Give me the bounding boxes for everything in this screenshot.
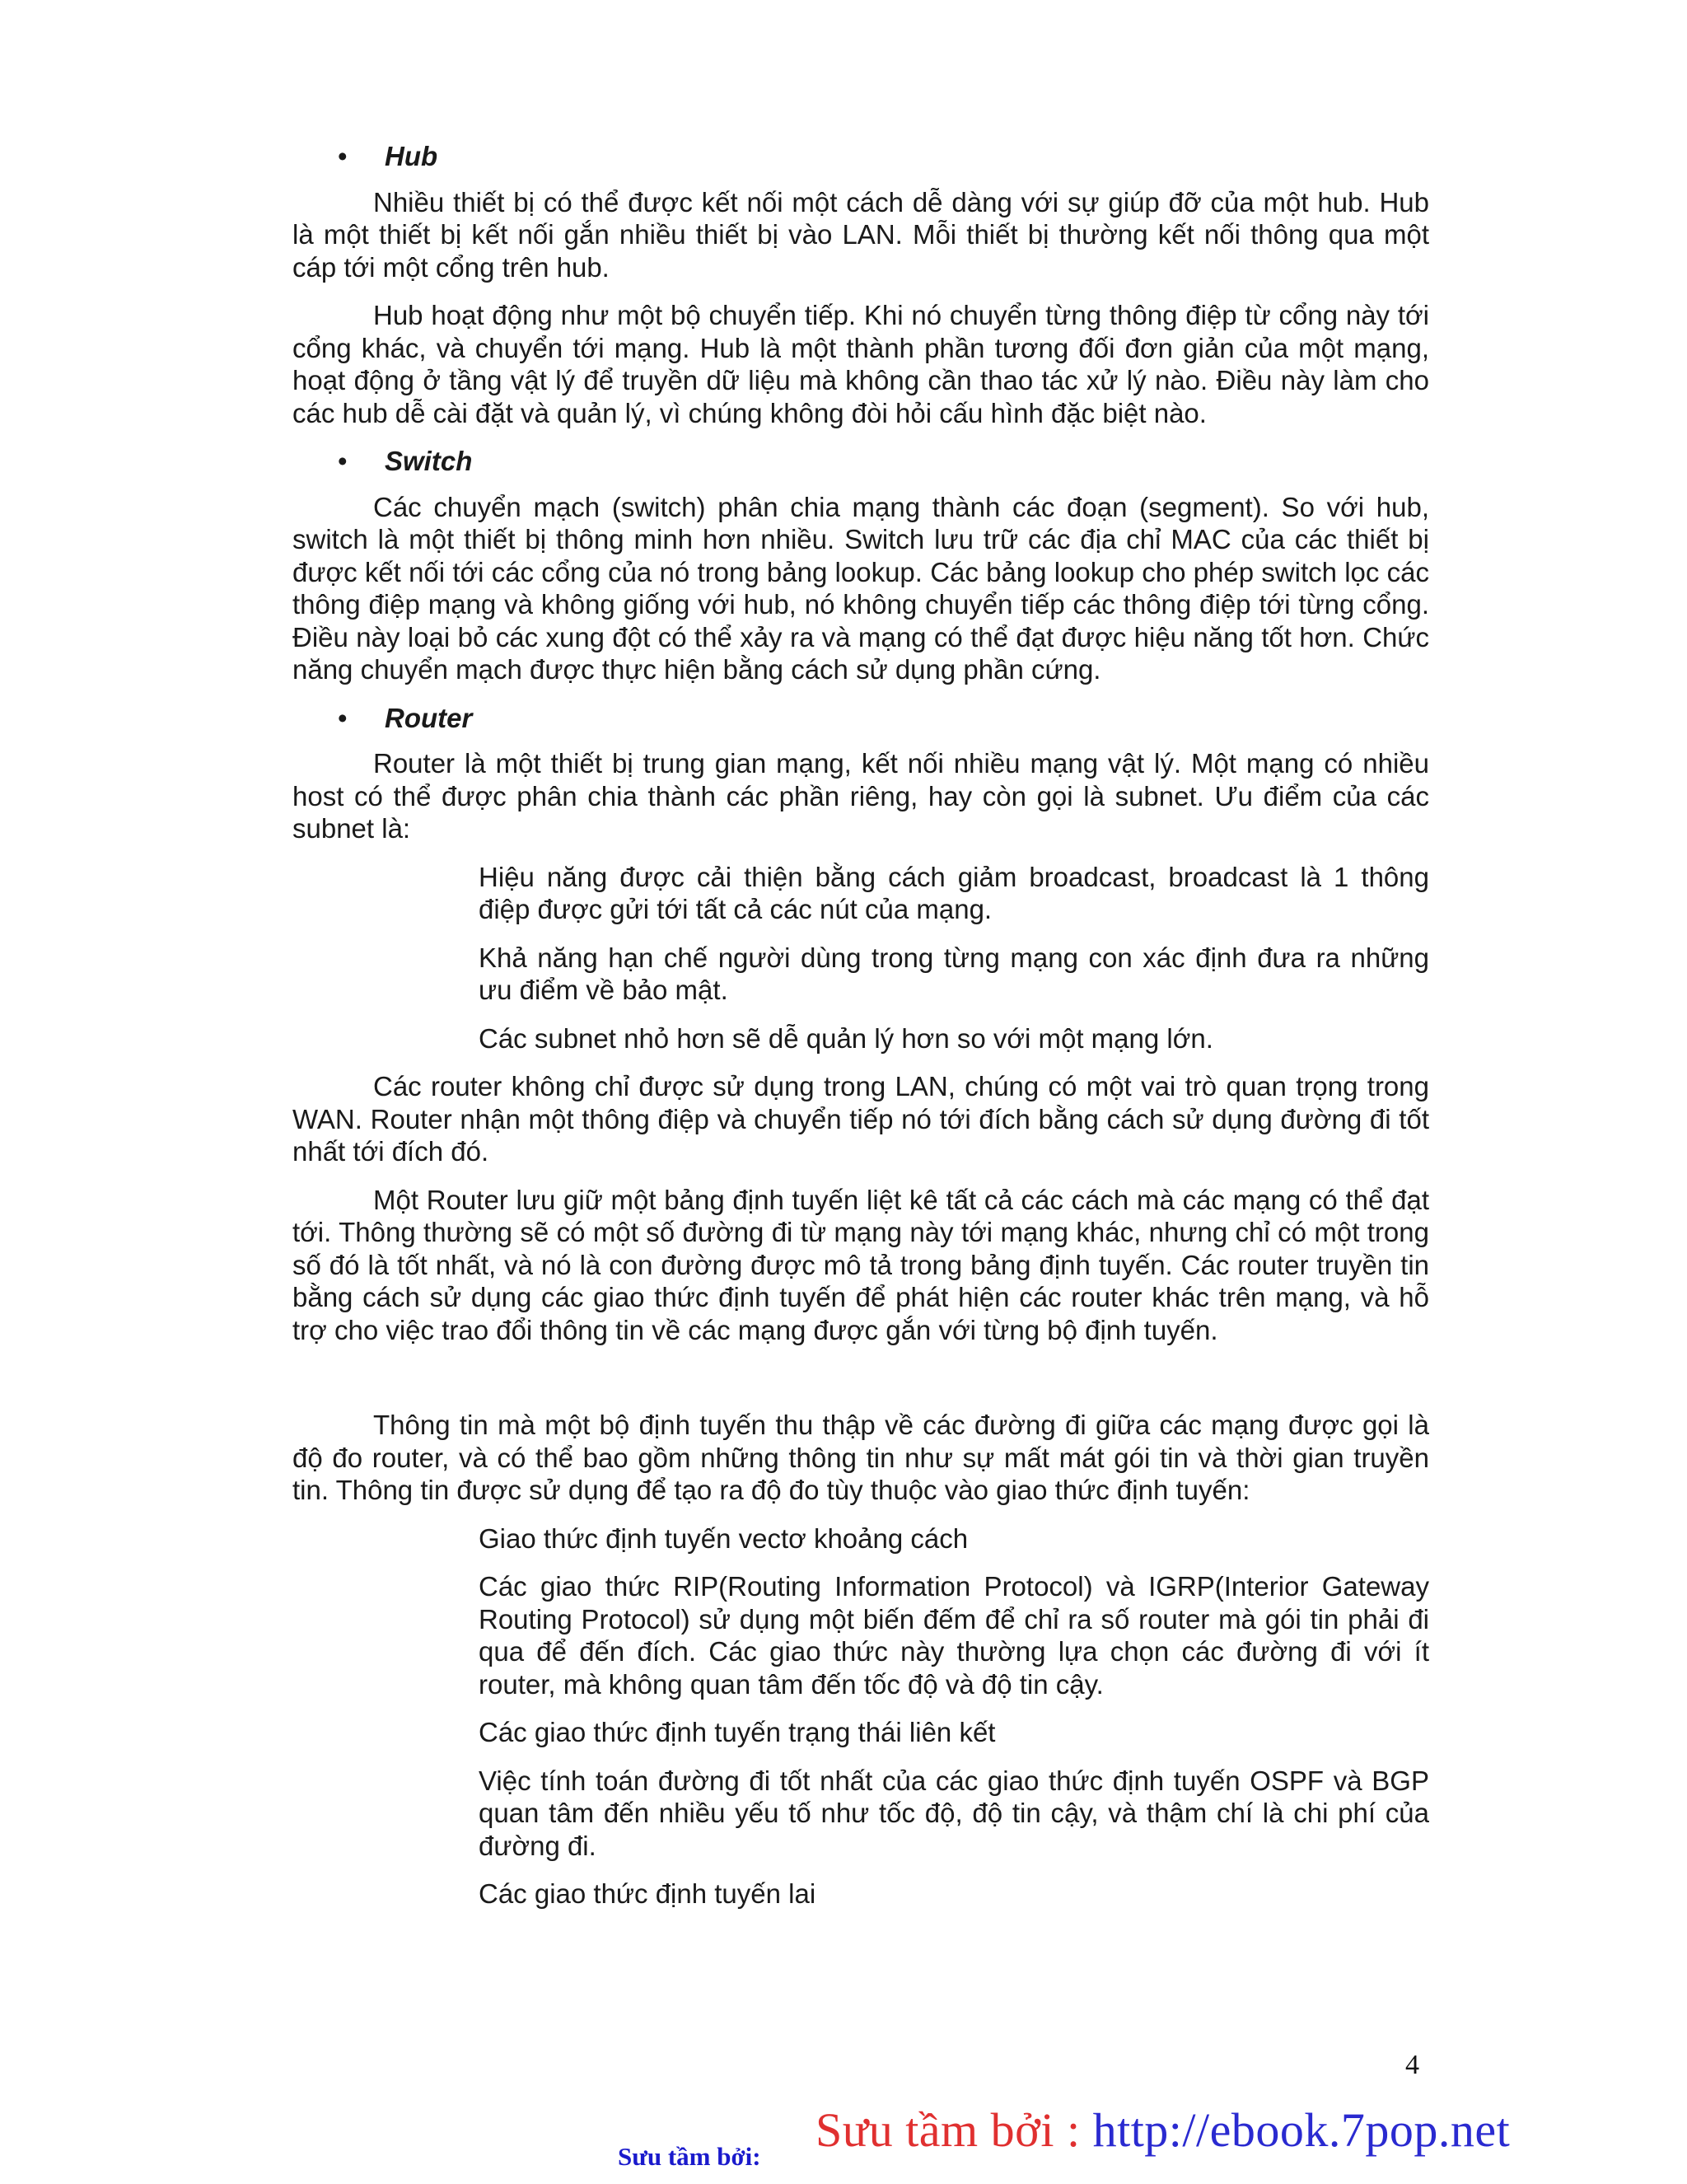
hub-paragraph-1: Nhiều thiết bị có thể được kết nối một cách dễ dàng với sự giúp đỡ của một hub. Hub là một thiết bị kết nối gắn nhiều thiết bị vào LAN. Mỗi thiết bị thường kết nối thông qua một cáp tới một cổng trên hub. bbox=[292, 186, 1429, 283]
router-metric-paragraph: Thông tin mà một bộ định tuyến thu thập về các đường đi giữa các mạng được gọi là độ đo router, và có thể bao gồm những thông tin như sự mất mát gói tin và thời gian truyền tin. Thông tin được sử dụng để tạo ra độ đo tùy thuộc vào giao thức định tuyến: bbox=[292, 1410, 1429, 1505]
watermark-url-link[interactable]: http://ebook.7pop.net bbox=[1092, 2103, 1511, 2157]
section-heading-router bbox=[292, 702, 1429, 735]
subnet-advantage-item: Khả năng hạn chế người dùng trong từng mạng con xác định đưa ra những ưu điểm về bảo mật. bbox=[479, 942, 1429, 1005]
heading-text: Router bbox=[385, 702, 473, 733]
subnet-advantage-item: Hiệu năng được cải thiện bằng cách giảm broadcast, broadcast là 1 thông điệp được gửi tới tất cả các nút của mạng. bbox=[479, 861, 1429, 924]
protocol-item: Việc tính toán đường đi tốt nhất của các giao thức định tuyến OSPF và BGP quan tâm đến nhiều yếu tố như tốc độ, độ tin cậy, và thậm chí là chi phí của đường đi. bbox=[479, 1765, 1429, 1861]
bullet-icon: • bbox=[338, 141, 348, 171]
protocol-item: Các giao thức định tuyến trạng thái liên kết bbox=[479, 1717, 996, 1747]
section-heading-hub bbox=[292, 140, 1429, 173]
protocol-item: Giao thức định tuyến vectơ khoảng cách bbox=[479, 1522, 969, 1554]
router-intro-paragraph: Router là một thiết bị trung gian mạng, kết nối nhiều mạng vật lý. Một mạng có nhiều host có thể được phân chia thành các phần riêng, hay còn gọi là subnet. Ưu điểm của các subnet là: bbox=[292, 748, 1429, 844]
switch-paragraph-1: Các chuyển mạch (switch) phân chia mạng thành các đoạn (segment). So với hub, switch là một thiết bị thông minh hơn nhiều. Switch lưu trữ các địa chỉ MAC của các thiết bị được kết nối tới các cổng của nó trong bảng lookup. Các bảng lookup cho phép switch lọc các thông điệp mạng và không giống với hub, nó không chuyển tiếp các thông điệp tới từng cổng. Điều này loại bỏ các xung đột có thể xảy ra và mạng có thể đạt được hiệu năng tốt hơn. Chức năng chuyển mạch được thực hiện bằng cách sử dụng phần cứng. bbox=[292, 491, 1429, 685]
router-paragraph-2: Một Router lưu giữ một bảng định tuyến liệt kê tất cả các cách mà các mạng có thể đạt tới. Thông thường sẽ có một số đường đi từ mạng này tới mạng khác, nhưng chỉ có một trong số đó là tốt nhất, và nó là con đường được mô tả trong bảng định tuyến. Các router truyền tin bằng cách sử dụng các giao thức định tuyến để phát hiện các router khác trên mạng, và hỗ trợ cho việc trao đổi thông tin về các mạng được gắn với từng bộ định tuyến. bbox=[292, 1184, 1429, 1345]
page-body bbox=[292, 140, 1429, 1926]
footer-collected-by-label: Sưu tầm bởi: bbox=[618, 2142, 761, 2171]
bullet-icon: • bbox=[338, 446, 348, 476]
section-heading-switch bbox=[292, 445, 1429, 478]
watermark-prefix: Sưu tầm bởi : bbox=[815, 2103, 1093, 2157]
hub-paragraph-2: Hub hoạt động như một bộ chuyển tiếp. Khi nó chuyển từng thông điệp từ cổng này tới cổng khác, và chuyển tới mạng. Hub là một thành phần tương đối đơn giản của một mạng, hoạt động ở tầng vật lý để truyền dữ liệu mà không cần thao tác xử lý nào. Điều này làm cho các hub dễ cài đặt và quản lý, vì chúng không đòi hỏi cấu hình đặc biệt nào. bbox=[292, 300, 1429, 428]
subnet-advantage-item: Các subnet nhỏ hơn sẽ dễ quản lý hơn so với một mạng lớn. bbox=[479, 1022, 1213, 1054]
page-number: 4 bbox=[1405, 2050, 1419, 2080]
heading-text: Hub bbox=[385, 141, 438, 171]
heading-text: Switch bbox=[385, 446, 473, 476]
spacer bbox=[292, 1362, 1429, 1409]
footer-watermark bbox=[815, 2102, 1510, 2158]
router-paragraph-1: Các router không chỉ được sử dụng trong LAN, chúng có một vai trò quan trọng trong WAN. Router nhận một thông điệp và chuyển tiếp nó tới đích bằng cách sử dụng đường đi tốt nhất tới đích đó. bbox=[292, 1071, 1429, 1167]
protocol-item: Các giao thức RIP(Routing Information Protocol) và IGRP(Interior Gateway Routing Protocol) sử dụng một biến đếm để chỉ ra số router mà gói tin phải đi qua để đến đích. Các giao thức này thường lựa chọn các đường đi với ít router, mà không quan tâm đến tốc độ và độ tin cậy. bbox=[479, 1571, 1429, 1700]
bullet-icon: • bbox=[338, 702, 348, 733]
protocol-item: Các giao thức định tuyến lai bbox=[479, 1878, 816, 1909]
